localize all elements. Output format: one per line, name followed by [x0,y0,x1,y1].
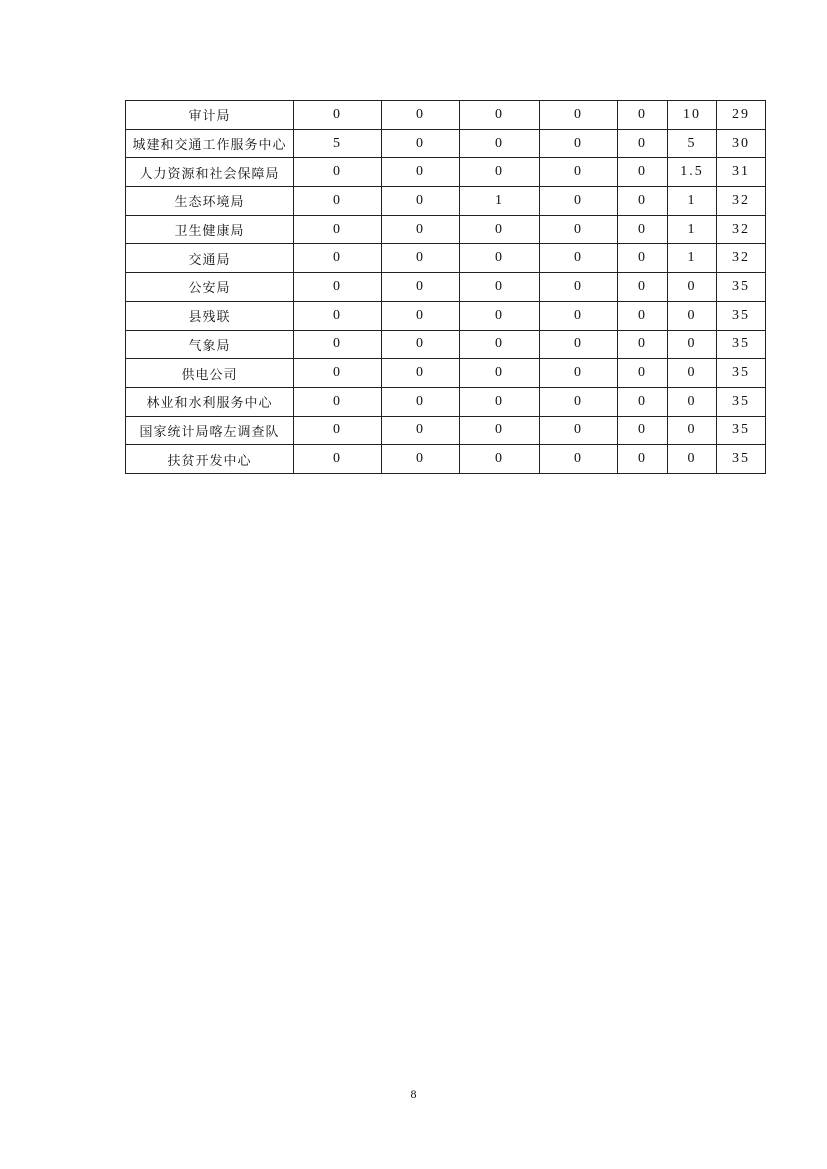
score-cell: 0 [540,387,618,416]
score-cell: 0 [382,273,460,302]
score-cell: 0 [294,330,382,359]
score-cell: 0 [294,416,382,445]
score-cell: 0 [382,215,460,244]
total-score-cell: 29 [717,101,766,130]
score-cell: 0 [294,158,382,187]
department-name-cell: 国家统计局喀左调查队 [126,416,294,445]
score-cell: 0 [382,244,460,273]
score-cell: 0 [382,129,460,158]
score-cell: 0 [618,244,668,273]
total-score-cell: 35 [717,301,766,330]
score-cell: 0 [382,187,460,216]
table-row [126,244,766,273]
total-score-cell: 30 [717,129,766,158]
score-cell: 0 [460,416,540,445]
score-cell: 0 [540,359,618,388]
score-cell: 0 [668,359,717,388]
table-row [126,273,766,302]
score-cell: 0 [540,158,618,187]
score-cell: 0 [460,330,540,359]
score-cell: 0 [540,101,618,130]
score-cell: 0 [540,445,618,474]
total-score-cell: 32 [717,187,766,216]
table-row [126,301,766,330]
department-name-cell: 公安局 [126,273,294,302]
total-score-cell: 35 [717,387,766,416]
score-cell: 0 [460,273,540,302]
score-cell: 0 [382,445,460,474]
score-cell: 1 [668,187,717,216]
score-cell: 0 [618,187,668,216]
score-cell: 1 [668,215,717,244]
score-cell: 0 [460,101,540,130]
department-name-cell: 卫生健康局 [126,215,294,244]
score-cell: 0 [294,359,382,388]
score-cell: 0 [618,273,668,302]
score-cell: 0 [618,387,668,416]
table-row [126,187,766,216]
score-cell: 0 [618,330,668,359]
table-row [126,445,766,474]
score-cell: 0 [294,101,382,130]
score-cell: 0 [460,387,540,416]
table-row [126,101,766,130]
department-name-cell: 审计局 [126,101,294,130]
table-row [126,330,766,359]
score-cell: 0 [618,445,668,474]
score-cell: 0 [294,301,382,330]
department-name-cell: 交通局 [126,244,294,273]
department-name-cell: 生态环境局 [126,187,294,216]
department-name-cell: 城建和交通工作服务中心 [126,129,294,158]
table-row [126,158,766,187]
score-cell: 0 [668,445,717,474]
score-cell: 0 [540,301,618,330]
score-cell: 1 [668,244,717,273]
total-score-cell: 31 [717,158,766,187]
score-cell: 0 [540,187,618,216]
score-cell: 0 [618,158,668,187]
table-row [126,387,766,416]
table-row [126,359,766,388]
total-score-cell: 35 [717,416,766,445]
score-cell: 1.5 [668,158,717,187]
score-cell: 0 [540,129,618,158]
score-cell: 0 [668,330,717,359]
score-cell: 0 [618,215,668,244]
score-cell: 5 [668,129,717,158]
score-cell: 0 [618,101,668,130]
score-cell: 0 [540,244,618,273]
department-name-cell: 人力资源和社会保障局 [126,158,294,187]
department-name-cell: 林业和水利服务中心 [126,387,294,416]
score-cell: 0 [618,416,668,445]
score-cell: 0 [382,416,460,445]
score-cell: 0 [540,273,618,302]
score-cell: 0 [294,187,382,216]
score-cell: 0 [382,330,460,359]
score-cell: 0 [668,416,717,445]
score-cell: 0 [460,445,540,474]
score-cell: 0 [382,158,460,187]
score-cell: 0 [460,359,540,388]
score-cell: 0 [540,416,618,445]
department-name-cell: 气象局 [126,330,294,359]
score-cell: 0 [294,215,382,244]
department-name-cell: 扶贫开发中心 [126,445,294,474]
score-cell: 0 [460,129,540,158]
score-cell: 1 [460,187,540,216]
score-cell: 0 [618,359,668,388]
score-cell: 0 [382,301,460,330]
page-number: 8 [410,1087,417,1101]
score-cell: 0 [460,244,540,273]
score-cell: 0 [540,215,618,244]
table-row [126,215,766,244]
score-table [125,100,766,474]
score-cell: 0 [618,301,668,330]
table-row [126,129,766,158]
score-cell: 0 [294,445,382,474]
score-cell: 0 [294,273,382,302]
score-cell: 0 [382,359,460,388]
total-score-cell: 35 [717,273,766,302]
score-cell: 0 [668,301,717,330]
table-row [126,416,766,445]
total-score-cell: 35 [717,445,766,474]
score-cell: 10 [668,101,717,130]
department-name-cell: 县残联 [126,301,294,330]
total-score-cell: 35 [717,359,766,388]
score-cell: 0 [540,330,618,359]
score-cell: 0 [382,101,460,130]
score-cell: 0 [460,158,540,187]
score-cell: 0 [460,215,540,244]
total-score-cell: 35 [717,330,766,359]
total-score-cell: 32 [717,215,766,244]
total-score-cell: 32 [717,244,766,273]
table-body [126,101,766,474]
score-cell: 0 [460,301,540,330]
score-cell: 0 [294,244,382,273]
score-cell: 0 [668,387,717,416]
score-cell: 0 [382,387,460,416]
department-name-cell: 供电公司 [126,359,294,388]
score-cell: 5 [294,129,382,158]
score-cell: 0 [294,387,382,416]
score-cell: 0 [668,273,717,302]
score-cell: 0 [618,129,668,158]
